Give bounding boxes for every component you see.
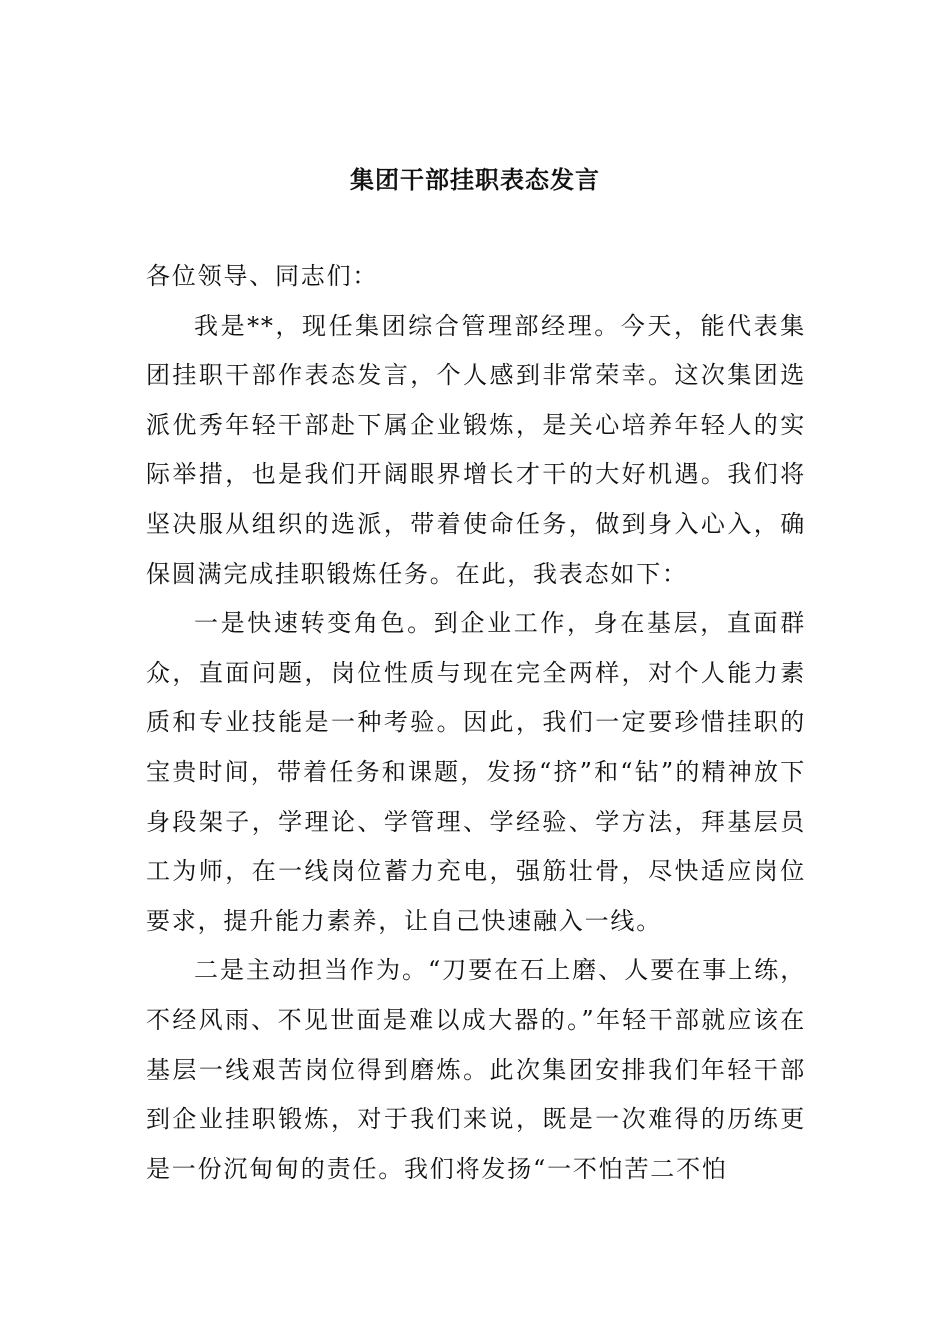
- salutation: 各位领导、同志们：: [146, 262, 379, 290]
- document-body: [146, 252, 806, 1194]
- document-title: 集团干部挂职表态发言: [350, 165, 600, 194]
- paragraph-point-two: 二是主动担当作为。“刀要在石上磨、人要在事上练，不经风雨、不见世面是难以成大器的。”年轻干部就应该在基层一线艰苦岗位得到磨炼。此次集团安排我们年轻干部到企业挂职锻炼，对于我们来说，既是一次难得的历练更是一份沉甸甸的责任。我们将发扬“一不怕苦二不怕: [146, 956, 806, 1183]
- paragraph-point-one: 一是快速转变角色。到企业工作，身在基层，直面群众，直面问题，岗位性质与现在完全两样，对个人能力素质和专业技能是一种考验。因此，我们一定要珍惜挂职的宝贵时间，带着任务和课题，发扬“挤”和“钻”的精神放下身段架子，学理论、学管理、学经验、学方法，拜基层员工为师，在一线岗位蓄力充电，强筋壮骨，尽快适应岗位要求，提升能力素养，让自己快速融入一线。: [146, 609, 806, 935]
- paragraph-intro: 我是**，现任集团综合管理部经理。今天，能代表集团挂职干部作表态发言，个人感到非常荣幸。这次集团选派优秀年轻干部赴下属企业锻炼，是关心培养年轻人的实际举措，也是我们开阔眼界增长才干的大好机遇。我们将坚决服从组织的选派，带着使命任务，做到身入心入，确保圆满完成挂职锻炼任务。在此，我表态如下：: [146, 311, 806, 588]
